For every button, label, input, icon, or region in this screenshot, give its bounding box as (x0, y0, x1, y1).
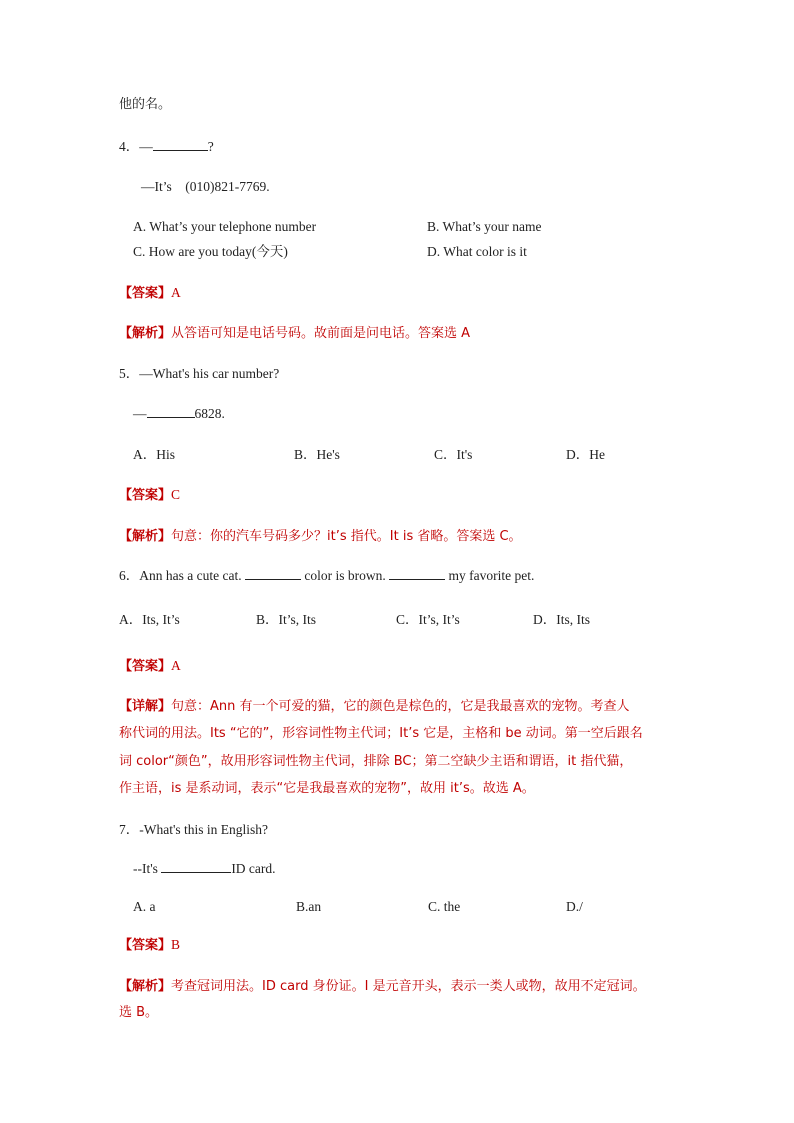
option-c: C. How are you today(今天) (133, 244, 288, 259)
analysis-5 (119, 527, 522, 546)
reply-text: 6828. (194, 406, 225, 421)
question-6 (119, 567, 534, 585)
detail-6-line-4: 作主语，is 是系动词，表示“它是我最喜欢的宠物”，故用 it’s。故选 A。 (119, 781, 535, 796)
option-d: D. What color is it (427, 244, 527, 259)
analysis-label: 【解析】 (119, 529, 172, 544)
answer-label: 【答案】 (119, 286, 172, 301)
answer-value: A (171, 285, 181, 300)
detail-label: 【详解】 (119, 699, 172, 714)
answer-value: A (171, 658, 181, 673)
option-d: D./ (566, 899, 583, 914)
detail-6-line-1 (119, 697, 630, 716)
option-a: A．His (133, 447, 176, 462)
answer-blank-2 (389, 567, 445, 580)
reply-prefix: --It's (133, 861, 162, 876)
question-text-3: my favorite pet. (445, 568, 535, 583)
analysis-label: 【解析】 (119, 326, 172, 341)
option-a: A．Its, It’s (119, 612, 180, 627)
question-text: -What's this in English? (139, 822, 269, 837)
dash: — (139, 139, 153, 154)
question-5-reply (133, 405, 225, 423)
answer-5 (119, 486, 180, 505)
question-7 (119, 821, 268, 839)
dash: — (133, 406, 147, 421)
answer-blank (147, 405, 195, 418)
detail-6-line-3: 词 color“颜色”，故用形容词性物主代词，排除 BC；第二空缺少主语和谓语，it 指代猫， (119, 754, 633, 769)
analysis-label: 【解析】 (119, 979, 172, 994)
answer-7 (119, 936, 180, 955)
analysis-text: 考查冠词用法。ID card 身份证。I 是元音开头，表示一类人或物，故用不定冠词。 (171, 979, 646, 994)
analysis-text: 从答语可知是电话号码。故前面是问电话。答案选 A (171, 326, 471, 341)
option-d: D．Its, Its (533, 612, 590, 627)
answer-blank (161, 860, 231, 873)
option-c: C．It's (434, 447, 473, 462)
answer-label: 【答案】 (119, 659, 172, 674)
answer-blank-1 (245, 567, 301, 580)
option-b: B.an (296, 899, 322, 914)
analysis-7-line-1 (119, 977, 646, 996)
continuation-text: 他的名。 (119, 97, 172, 112)
analysis-7-line-2: 选 B。 (119, 1005, 159, 1020)
option-a: A. What’s your telephone number (133, 219, 317, 234)
detail-text: 句意：Ann 有一个可爱的猫，它的颜色是棕色的，它是我最喜欢的宠物。考查人 (171, 699, 630, 714)
option-c: C. the (428, 899, 461, 914)
question-text-1: Ann has a cute cat. (139, 568, 245, 583)
option-c: C．It’s, It’s (396, 612, 460, 627)
question-number: 6． (119, 568, 140, 583)
question-5 (119, 365, 279, 383)
option-b: B．It’s, Its (256, 612, 317, 627)
answer-label: 【答案】 (119, 488, 172, 503)
question-4 (119, 138, 214, 156)
question-4-reply: —It’s (010)821-7769. (141, 179, 270, 194)
question-text-2: color is brown. (300, 568, 390, 583)
question-number: 4． (119, 139, 140, 154)
answer-6 (119, 657, 181, 676)
option-a: A. a (133, 899, 156, 914)
answer-4 (119, 284, 181, 303)
answer-value: B (171, 937, 181, 952)
analysis-4 (119, 324, 470, 343)
option-b: B. What’s your name (427, 219, 542, 234)
reply-text: ID card. (231, 861, 276, 876)
question-mark: ? (207, 139, 214, 154)
analysis-text: 句意：你的汽车号码多少？it’s 指代。It is 省略。答案选 C。 (171, 529, 522, 544)
question-number: 7． (119, 822, 140, 837)
detail-6-line-2: 称代词的用法。Its “它的”，形容词性物主代词；It’s 它是，主格和 be 动词。第一空后跟名 (119, 726, 643, 741)
answer-label: 【答案】 (119, 938, 172, 953)
question-number: 5． (119, 366, 140, 381)
answer-blank (153, 138, 208, 151)
option-b: B．He's (294, 447, 340, 462)
option-d: D．He (566, 447, 605, 462)
question-7-reply (133, 860, 276, 878)
answer-value: C (171, 487, 181, 502)
question-text: —What's his car number? (139, 366, 280, 381)
